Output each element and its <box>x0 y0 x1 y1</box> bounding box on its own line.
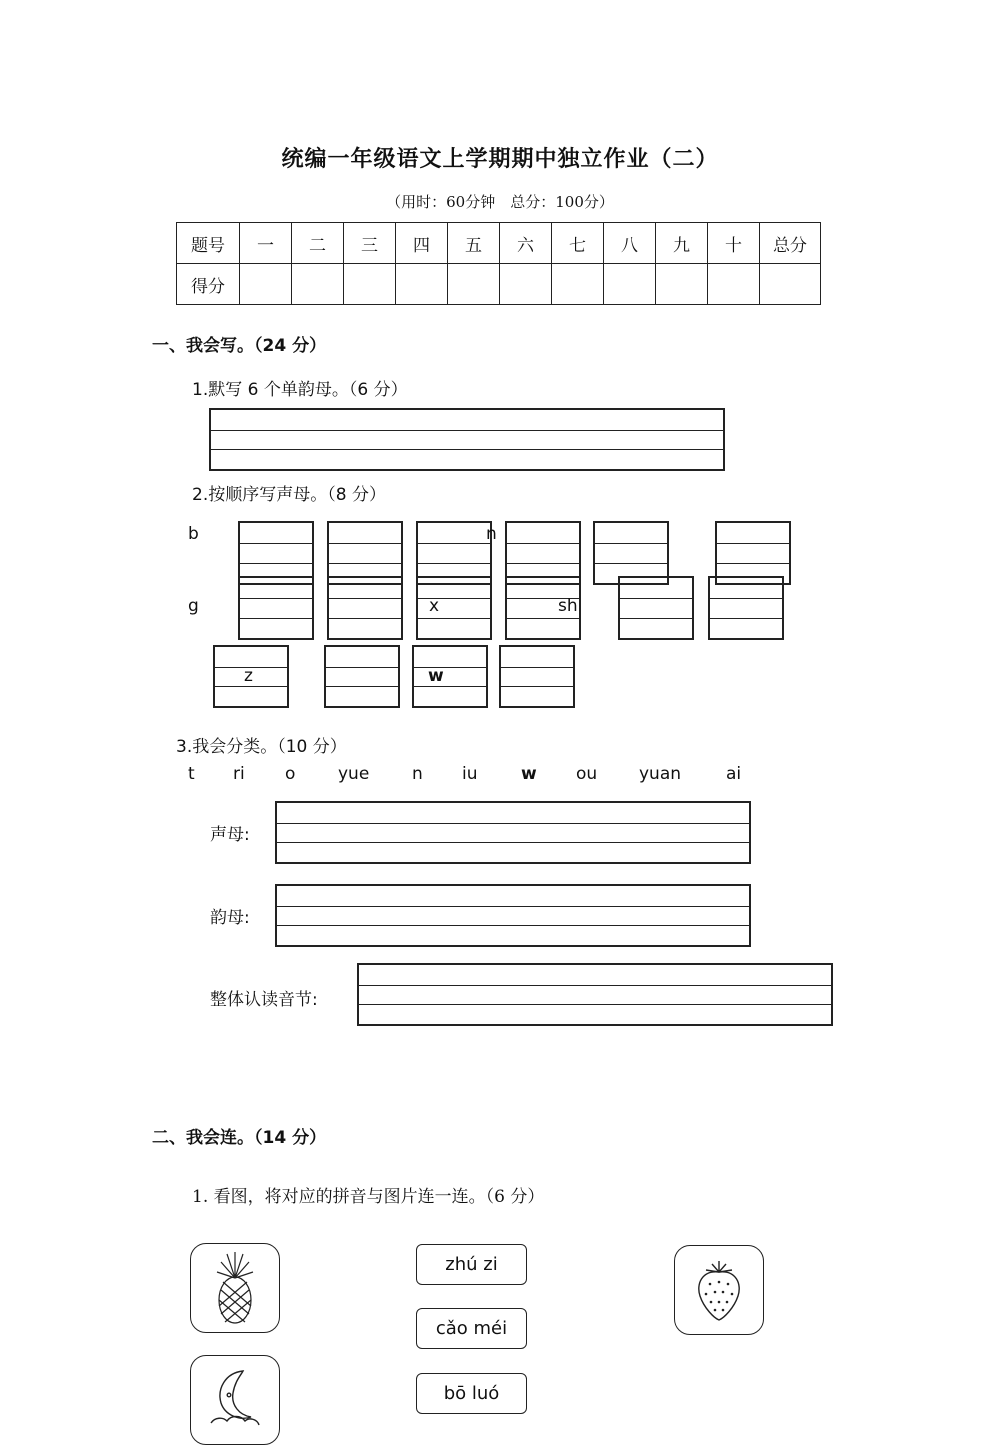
writing-box[interactable] <box>412 645 488 708</box>
moon-picture[interactable] <box>190 1355 280 1445</box>
syllable: ai <box>726 764 742 784</box>
score-cell: 得分 <box>177 264 240 305</box>
score-cell: 八 <box>604 223 656 264</box>
syllable: iu <box>462 764 478 784</box>
shengmu-label: 声母: <box>210 825 250 845</box>
writing-lines-zhengti[interactable] <box>357 963 833 1026</box>
score-cell: 题号 <box>177 223 240 264</box>
syllable: yuan <box>639 764 682 784</box>
score-cell: 六 <box>500 223 552 264</box>
score-table-score-row <box>177 264 821 305</box>
syllable: ou <box>576 764 598 784</box>
writing-box[interactable] <box>618 576 694 640</box>
pinyin-label: g <box>188 596 199 616</box>
score-input-cell[interactable] <box>292 264 344 305</box>
score-cell: 四 <box>396 223 448 264</box>
score-cell: 七 <box>552 223 604 264</box>
pineapple-picture[interactable] <box>190 1243 280 1333</box>
score-input-cell[interactable] <box>240 264 292 305</box>
pinyin-label: sh <box>558 596 578 616</box>
score-input-cell[interactable] <box>760 264 821 305</box>
writing-lines-yunmu[interactable] <box>275 884 751 947</box>
section2-q1: 1. 看图，将对应的拼音与图片连一连。（6 分） <box>192 1187 545 1207</box>
page-title: 统编一年级语文上学期期中独立作业（二） <box>281 147 719 172</box>
syllable: o <box>285 764 296 784</box>
yunmu-label: 韵母: <box>210 908 250 928</box>
score-input-cell[interactable] <box>552 264 604 305</box>
score-input-cell[interactable] <box>656 264 708 305</box>
score-input-cell[interactable] <box>396 264 448 305</box>
pinyin-label: x <box>429 596 440 616</box>
section2-heading: 二、我会连。（14 分） <box>152 1128 327 1148</box>
syllable: n <box>412 764 423 784</box>
pinyin-label: z <box>244 666 253 686</box>
moon-icon <box>203 1365 267 1435</box>
writing-box[interactable] <box>499 645 575 708</box>
zhengti-label: 整体认读音节: <box>210 990 318 1010</box>
writing-box[interactable] <box>327 576 403 640</box>
score-cell: 二 <box>292 223 344 264</box>
score-cell: 三 <box>344 223 396 264</box>
score-input-cell[interactable] <box>344 264 396 305</box>
strawberry-icon <box>692 1258 746 1322</box>
score-input-cell[interactable] <box>448 264 500 305</box>
pinyin-label: b <box>188 524 199 544</box>
section1-q3: 3.我会分类。（10 分） <box>176 737 347 757</box>
score-input-cell[interactable] <box>500 264 552 305</box>
score-input-cell[interactable] <box>708 264 760 305</box>
pinyin-label: n <box>486 524 497 544</box>
syllable: t <box>188 764 195 784</box>
page-subtitle: （用时：60分钟 总分：100分） <box>386 193 614 211</box>
score-cell: 一 <box>240 223 292 264</box>
score-table <box>176 222 821 305</box>
writing-box[interactable] <box>238 576 314 640</box>
writing-box[interactable] <box>324 645 400 708</box>
score-cell: 九 <box>656 223 708 264</box>
syllable: w <box>521 764 537 784</box>
score-input-cell[interactable] <box>604 264 656 305</box>
section1-heading: 一、我会写。（24 分） <box>152 336 327 356</box>
section1-q2: 2.按顺序写声母。（8 分） <box>192 485 386 505</box>
pineapple-icon <box>205 1250 265 1326</box>
writing-box[interactable] <box>416 576 492 640</box>
pinyin-label: w <box>428 666 444 686</box>
score-cell: 总分 <box>760 223 821 264</box>
writing-lines-shengmu[interactable] <box>275 801 751 864</box>
syllable: yue <box>338 764 370 784</box>
score-table-header-row <box>177 223 821 264</box>
score-cell: 五 <box>448 223 500 264</box>
section1-q1: 1.默写 6 个单韵母。（6 分） <box>192 380 408 400</box>
writing-lines-vowels[interactable] <box>209 408 725 471</box>
pinyin-option-caomei[interactable]: cǎo méi <box>416 1308 527 1349</box>
score-cell: 十 <box>708 223 760 264</box>
pinyin-option-zhuzi[interactable]: zhú zi <box>416 1244 527 1285</box>
pinyin-option-boluo[interactable]: bō luó <box>416 1373 527 1414</box>
syllable: ri <box>233 764 245 784</box>
writing-box[interactable] <box>708 576 784 640</box>
strawberry-picture[interactable] <box>674 1245 764 1335</box>
